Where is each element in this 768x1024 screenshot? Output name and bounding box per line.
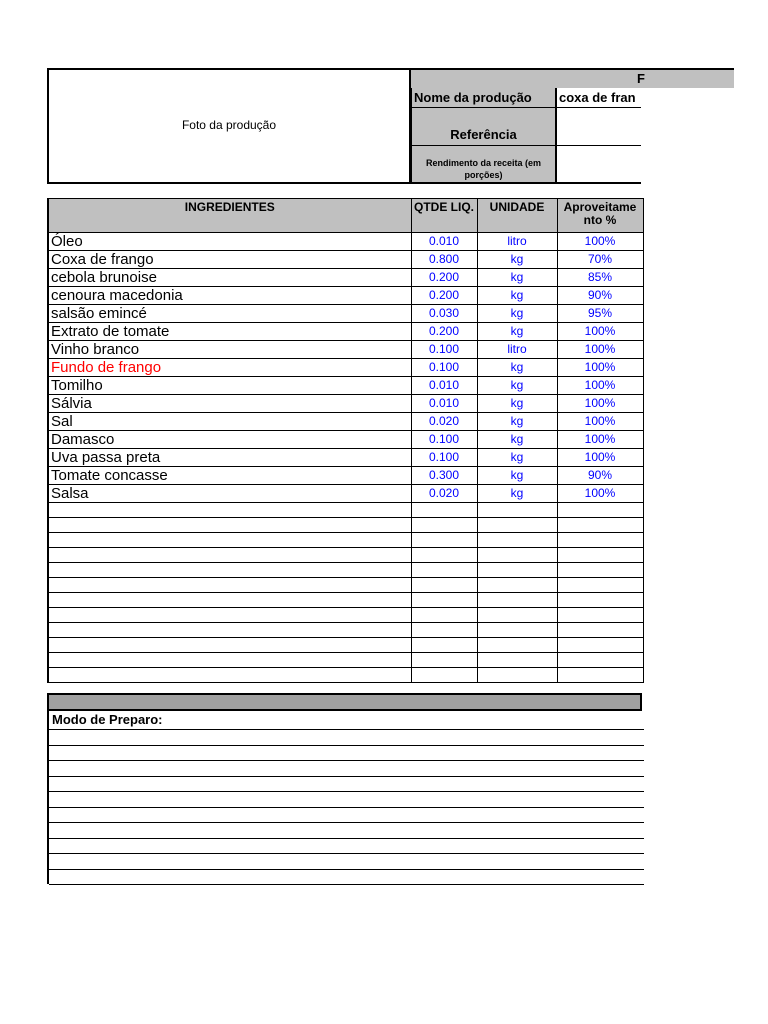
empty-cell[interactable] — [557, 668, 643, 683]
empty-table-row — [48, 548, 643, 563]
ingredient-name-cell[interactable]: Tomilho — [48, 377, 411, 395]
yield-percent-cell[interactable]: 85% — [557, 269, 643, 287]
unit-cell[interactable]: kg — [477, 251, 557, 269]
empty-cell[interactable] — [411, 593, 477, 608]
ingredient-name-cell[interactable]: Fundo de frango — [48, 359, 411, 377]
unit-cell[interactable]: kg — [477, 269, 557, 287]
ingredient-name-cell[interactable]: Óleo — [48, 233, 411, 251]
unit-cell[interactable]: kg — [477, 467, 557, 485]
empty-cell[interactable] — [48, 503, 411, 518]
yield-percent-cell[interactable]: 100% — [557, 341, 643, 359]
header-unidade: UNIDADE — [477, 199, 557, 233]
empty-cell[interactable] — [411, 578, 477, 593]
empty-cell[interactable] — [477, 638, 557, 653]
header-qtde: QTDE LIQ. — [411, 199, 477, 233]
ingredient-name-cell[interactable]: Extrato de tomate — [48, 323, 411, 341]
ingredient-name-cell[interactable]: Sálvia — [48, 395, 411, 413]
yield-percent-cell[interactable]: 100% — [557, 431, 643, 449]
photo-label: Foto da produção — [181, 118, 277, 132]
prep-line[interactable] — [49, 884, 644, 885]
empty-cell[interactable] — [557, 593, 643, 608]
empty-cell[interactable] — [48, 578, 411, 593]
title-text: F — [637, 71, 645, 86]
empty-cell[interactable] — [477, 593, 557, 608]
empty-cell[interactable] — [557, 608, 643, 623]
empty-cell[interactable] — [411, 533, 477, 548]
prep-line[interactable] — [49, 729, 644, 730]
quantity-cell[interactable]: 0.010 — [411, 377, 477, 395]
ingredient-name-cell[interactable]: Uva passa preta — [48, 449, 411, 467]
quantity-cell[interactable]: 0.020 — [411, 485, 477, 503]
prep-line[interactable] — [49, 791, 644, 792]
yield-percent-cell[interactable]: 100% — [557, 233, 643, 251]
unit-cell[interactable]: kg — [477, 485, 557, 503]
table-row — [48, 485, 643, 503]
empty-cell[interactable] — [477, 533, 557, 548]
unit-cell[interactable]: kg — [477, 413, 557, 431]
quantity-cell[interactable]: 0.200 — [411, 269, 477, 287]
empty-cell[interactable] — [477, 623, 557, 638]
yield-percent-cell[interactable]: 100% — [557, 395, 643, 413]
ingredient-name-cell[interactable]: salsão emincé — [48, 305, 411, 323]
empty-cell[interactable] — [477, 548, 557, 563]
table-header-row — [48, 199, 643, 233]
section-divider-bar — [47, 693, 642, 711]
ingredient-name-cell[interactable]: Salsa — [48, 485, 411, 503]
table-row — [48, 341, 643, 359]
empty-cell[interactable] — [411, 623, 477, 638]
quantity-cell[interactable]: 0.020 — [411, 413, 477, 431]
empty-cell[interactable] — [477, 563, 557, 578]
empty-cell[interactable] — [411, 503, 477, 518]
quantity-cell[interactable]: 0.800 — [411, 251, 477, 269]
empty-cell[interactable] — [557, 623, 643, 638]
table-row — [48, 251, 643, 269]
quantity-cell[interactable]: 0.100 — [411, 359, 477, 377]
empty-table-row — [48, 503, 643, 518]
prep-line[interactable] — [49, 807, 644, 808]
quantity-cell[interactable]: 0.100 — [411, 449, 477, 467]
empty-cell[interactable] — [477, 518, 557, 533]
empty-cell[interactable] — [477, 668, 557, 683]
empty-table-row — [48, 638, 643, 653]
quantity-cell[interactable]: 0.010 — [411, 233, 477, 251]
nome-producao-label: Nome da produção — [411, 88, 557, 108]
ingredient-name-cell[interactable]: Sal — [48, 413, 411, 431]
yield-percent-cell[interactable]: 70% — [557, 251, 643, 269]
table-row — [48, 305, 643, 323]
ingredient-name-cell[interactable]: Tomate concasse — [48, 467, 411, 485]
yield-percent-cell[interactable]: 100% — [557, 485, 643, 503]
empty-table-row — [48, 608, 643, 623]
empty-cell[interactable] — [411, 563, 477, 578]
prep-line[interactable] — [49, 760, 644, 761]
yield-percent-cell[interactable]: 100% — [557, 377, 643, 395]
empty-table-row — [48, 578, 643, 593]
unit-cell[interactable]: kg — [477, 323, 557, 341]
empty-table-row — [48, 668, 643, 683]
empty-cell[interactable] — [557, 653, 643, 668]
yield-percent-cell[interactable]: 100% — [557, 323, 643, 341]
unit-cell[interactable]: kg — [477, 431, 557, 449]
table-row — [48, 287, 643, 305]
ingredient-name-cell[interactable]: cenoura macedonia — [48, 287, 411, 305]
table-row — [48, 413, 643, 431]
title-bar — [411, 68, 734, 88]
ingredient-name-cell[interactable]: Vinho branco — [48, 341, 411, 359]
yield-percent-cell[interactable]: 90% — [557, 467, 643, 485]
empty-cell[interactable] — [48, 518, 411, 533]
empty-table-row — [48, 563, 643, 578]
empty-table-row — [48, 653, 643, 668]
prep-line[interactable] — [49, 853, 644, 854]
empty-cell[interactable] — [477, 578, 557, 593]
quantity-cell[interactable]: 0.100 — [411, 341, 477, 359]
empty-table-row — [48, 623, 643, 638]
table-row — [48, 395, 643, 413]
empty-cell[interactable] — [48, 593, 411, 608]
photo-placeholder — [47, 68, 411, 184]
ingredients-body — [48, 233, 643, 683]
empty-cell[interactable] — [411, 548, 477, 563]
quantity-cell[interactable]: 0.030 — [411, 305, 477, 323]
empty-cell[interactable] — [48, 668, 411, 683]
yield-percent-cell[interactable]: 100% — [557, 413, 643, 431]
empty-cell[interactable] — [48, 548, 411, 563]
empty-table-row — [48, 533, 643, 548]
nome-producao-value[interactable]: coxa de fran — [557, 88, 641, 108]
prep-line[interactable] — [49, 745, 644, 746]
yield-percent-cell[interactable]: 100% — [557, 359, 643, 377]
empty-table-row — [48, 593, 643, 608]
quantity-cell[interactable]: 0.010 — [411, 395, 477, 413]
referencia-label: Referência — [411, 108, 557, 146]
empty-table-row — [48, 518, 643, 533]
quantity-cell[interactable]: 0.200 — [411, 323, 477, 341]
empty-cell[interactable] — [557, 533, 643, 548]
ingredient-name-cell[interactable]: Coxa de frango — [48, 251, 411, 269]
empty-cell[interactable] — [557, 548, 643, 563]
quantity-cell[interactable]: 0.300 — [411, 467, 477, 485]
quantity-cell[interactable]: 0.200 — [411, 287, 477, 305]
empty-cell[interactable] — [411, 668, 477, 683]
empty-cell[interactable] — [48, 533, 411, 548]
table-row — [48, 323, 643, 341]
referencia-value[interactable] — [557, 108, 641, 146]
empty-cell[interactable] — [48, 563, 411, 578]
empty-cell[interactable] — [557, 518, 643, 533]
empty-cell[interactable] — [48, 638, 411, 653]
table-row — [48, 377, 643, 395]
unit-cell[interactable]: kg — [477, 287, 557, 305]
empty-cell[interactable] — [477, 653, 557, 668]
unit-cell[interactable]: kg — [477, 359, 557, 377]
empty-cell[interactable] — [557, 638, 643, 653]
empty-cell[interactable] — [411, 608, 477, 623]
yield-percent-cell[interactable]: 90% — [557, 287, 643, 305]
table-row — [48, 449, 643, 467]
quantity-cell[interactable]: 0.100 — [411, 431, 477, 449]
unit-cell[interactable]: litro — [477, 233, 557, 251]
rendimento-label: Rendimento da receita (em porções) — [411, 146, 557, 184]
ingredient-name-cell[interactable]: Damasco — [48, 431, 411, 449]
empty-cell[interactable] — [48, 608, 411, 623]
table-row — [48, 359, 643, 377]
ingredients-table — [47, 198, 644, 683]
prep-line[interactable] — [49, 822, 644, 823]
unit-cell[interactable]: kg — [477, 305, 557, 323]
empty-cell[interactable] — [557, 578, 643, 593]
empty-cell[interactable] — [477, 608, 557, 623]
yield-percent-cell[interactable]: 95% — [557, 305, 643, 323]
empty-cell[interactable] — [557, 503, 643, 518]
empty-cell[interactable] — [477, 503, 557, 518]
empty-cell[interactable] — [557, 563, 643, 578]
unit-cell[interactable]: kg — [477, 449, 557, 467]
yield-percent-cell[interactable]: 100% — [557, 449, 643, 467]
table-row — [48, 233, 643, 251]
prep-line[interactable] — [49, 776, 644, 777]
unit-cell[interactable]: kg — [477, 395, 557, 413]
unit-cell[interactable]: kg — [477, 377, 557, 395]
empty-cell[interactable] — [411, 638, 477, 653]
modo-de-preparo-area — [47, 711, 642, 884]
table-row — [48, 467, 643, 485]
empty-cell[interactable] — [411, 518, 477, 533]
empty-cell[interactable] — [411, 653, 477, 668]
modo-de-preparo-label: Modo de Preparo: — [52, 712, 163, 727]
header-aproveitamento: Aproveitame nto % — [557, 199, 643, 233]
header-ingredientes: INGREDIENTES — [48, 199, 411, 233]
rendimento-value[interactable] — [557, 146, 641, 184]
table-row — [48, 431, 643, 449]
table-row — [48, 269, 643, 287]
unit-cell[interactable]: litro — [477, 341, 557, 359]
empty-cell[interactable] — [48, 653, 411, 668]
ingredient-name-cell[interactable]: cebola brunoise — [48, 269, 411, 287]
prep-line[interactable] — [49, 838, 644, 839]
prep-line[interactable] — [49, 869, 644, 870]
empty-cell[interactable] — [48, 623, 411, 638]
